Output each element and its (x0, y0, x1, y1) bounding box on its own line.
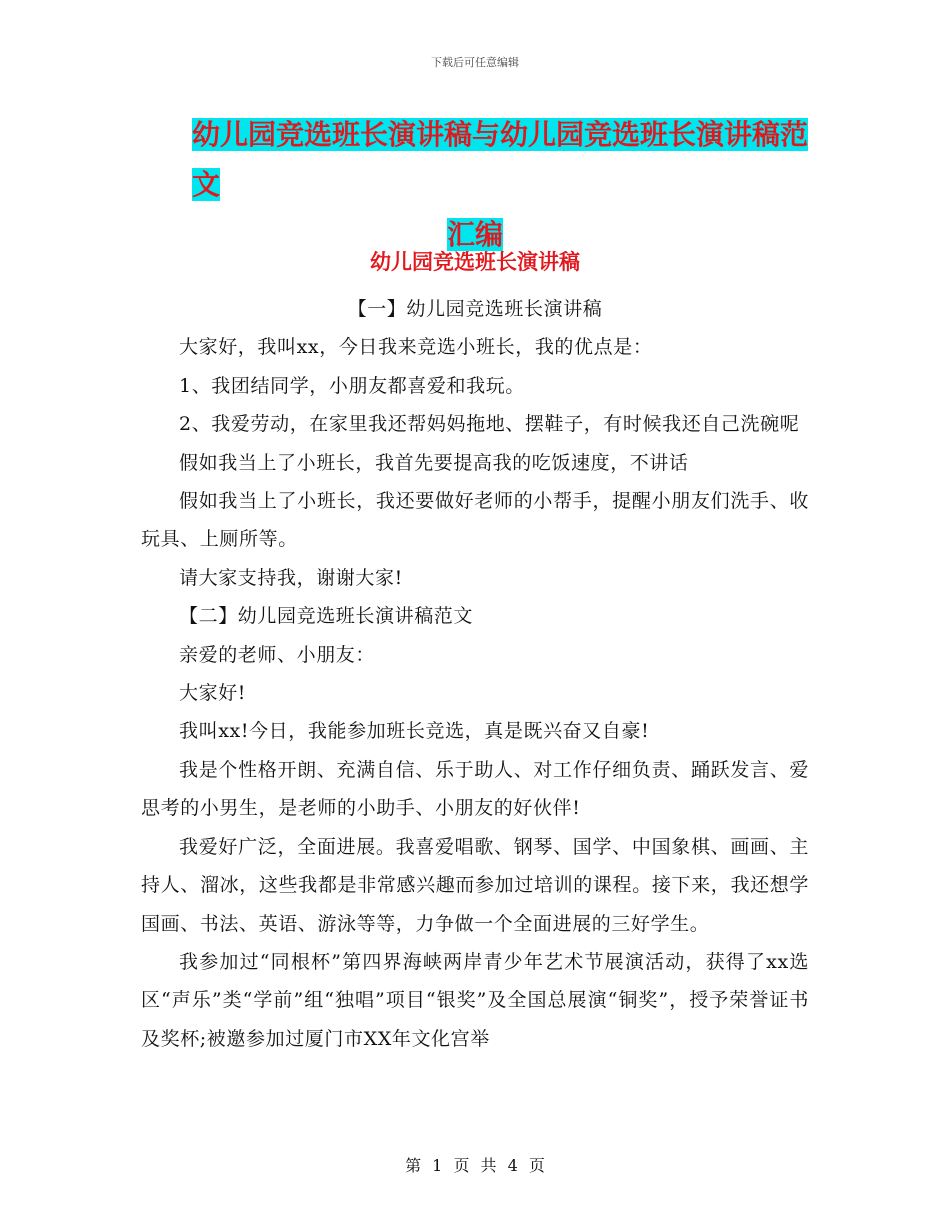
subheading-1: 【一】幼儿园竞选班长演讲稿 (347, 298, 603, 320)
paragraph: 请大家支持我，谢谢大家! (179, 566, 403, 589)
title-line-1: 幼儿园竞选班长演讲稿与幼儿园竞选班长演讲稿范文 (192, 118, 809, 201)
header-note: 下载后可任意编辑 (431, 56, 519, 69)
paragraph: 我爱好广泛，全面进展。我喜爱唱歌、钢琴、国学、中国象棋、画画、主持人、溜冰，这些我都是非常感兴趣而参加过培训的课程。接下来，我还想学国画、书法、英语、游泳等等，力争做一个全面进展的三好学生。 (141, 835, 809, 935)
paragraph: 亲爱的老师、小朋友： (179, 643, 376, 666)
document-body (141, 290, 809, 1058)
paragraph: 2、我爱劳动，在家里我还帮妈妈拖地、摆鞋子，有时候我还自己洗碗呢 (179, 413, 800, 436)
subheading-2: 【二】幼儿园竞选班长演讲稿范文 (179, 605, 474, 628)
paragraph: 我叫xx!今日，我能参加班长竞选，真是既兴奋又自豪! (179, 720, 650, 743)
paragraph: 假如我当上了小班长，我还要做好老师的小帮手，提醒小朋友们洗手、收玩具、上厕所等。 (141, 490, 809, 551)
paragraph: 大家好! (179, 682, 247, 705)
paragraph: 1、我团结同学，小朋友都喜爱和我玩。 (179, 374, 525, 397)
document-title (140, 110, 810, 260)
page-number: 第 1 页 共 4 页 (405, 1156, 545, 1175)
paragraph: 假如我当上了小班长，我首先要提高我的吃饭速度，不讲话 (179, 451, 689, 474)
paragraph: 我参加过“同根杯”第四界海峡两岸青少年艺术节展演活动，获得了xx选区“声乐”类“学前”组“独唱”项目“银奖”及全国总展演“铜奖”，授予荣誉证书及奖杯;被邀参加过厦门市XX年文化宫举 (141, 950, 809, 1050)
paragraph: 大家好，我叫xx，今日我来竞选小班长，我的优点是： (179, 336, 653, 359)
paragraph: 我是个性格开朗、充满自信、乐于助人、对工作仔细负责、踊跃发言、爱思考的小男生，是老师的小助手、小朋友的好伙伴! (141, 758, 809, 820)
title-line-2: 汇编 (446, 218, 503, 251)
section-title: 幼儿园竞选班长演讲稿 (370, 250, 580, 274)
